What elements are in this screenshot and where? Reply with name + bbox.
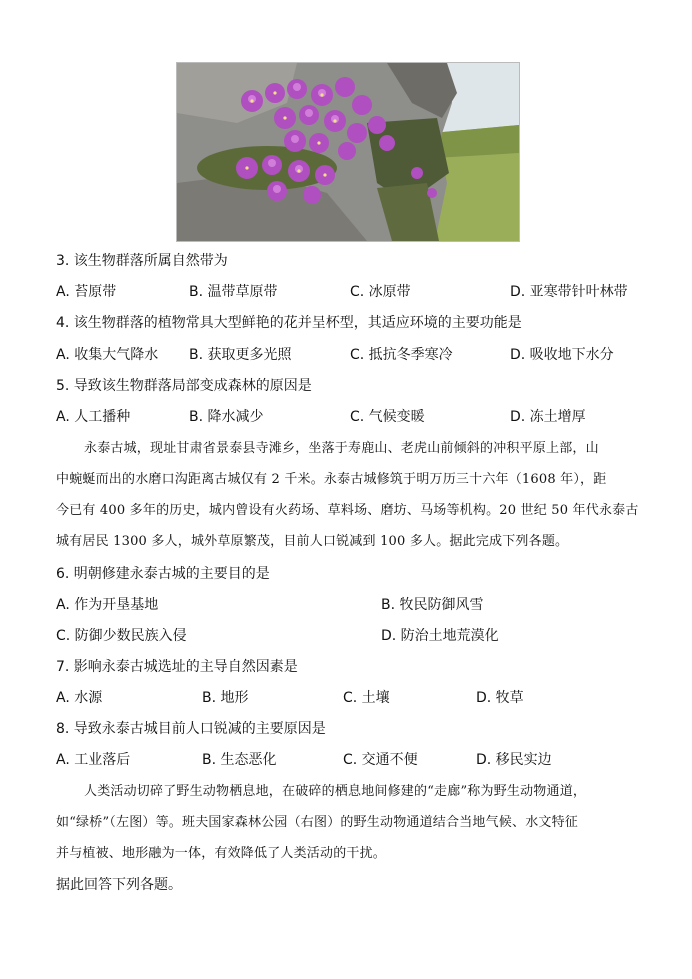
question-7-stem: 7. 影响永泰古城选址的主导自然因素是 — [56, 659, 298, 675]
q7-option-a: A. 水源 — [56, 690, 103, 706]
passage-1-line-3: 今已有 400 多年的历史，城内曾设有火药场、草料场、磨坊、马场等机构。20 世纪 50 年代永泰古 — [56, 503, 639, 518]
passage-2-line-3: 并与植被、地形融为一体，有效降低了人类活动的干扰。 — [56, 846, 387, 861]
q4-option-a: A. 收集大气降水 — [56, 347, 159, 363]
question-4-stem: 4. 该生物群落的植物常具大型鲜艳的花并呈杯型，其适应环境的主要功能是 — [56, 315, 522, 331]
q8-option-b: B. 生态恶化 — [202, 752, 277, 768]
q8-option-d: D. 移民实边 — [476, 752, 552, 768]
question-5-stem: 5. 导致该生物群落局部变成森林的原因是 — [56, 378, 312, 394]
q3-option-d: D. 亚寒带针叶林带 — [510, 284, 628, 300]
q5-option-a: A. 人工播种 — [56, 409, 131, 425]
passage-1-line-4: 城有居民 1300 多人，城外草原繁茂，目前人口锐减到 100 多人。据此完成下列各题。 — [56, 534, 569, 549]
q5-option-b: B. 降水减少 — [189, 409, 264, 425]
q4-option-d: D. 吸收地下水分 — [510, 347, 614, 363]
q5-option-c: C. 气候变暖 — [350, 409, 425, 425]
passage-1-line-1: 永泰古城，现址甘肃省景泰县寺滩乡，坐落于寿鹿山、老虎山前倾斜的冲积平原上部，山 — [84, 441, 599, 456]
q7-option-b: B. 地形 — [202, 690, 249, 706]
q6-option-c: C. 防御少数民族入侵 — [56, 628, 187, 644]
q4-option-b: B. 获取更多光照 — [189, 347, 292, 363]
q8-option-c: C. 交通不便 — [343, 752, 418, 768]
tundra-flower-photo — [176, 62, 520, 242]
q3-option-c: C. 冰原带 — [350, 284, 411, 300]
question-6-stem: 6. 明朝修建永泰古城的主要目的是 — [56, 566, 270, 582]
q4-option-c: C. 抵抗冬季寒冷 — [350, 347, 453, 363]
passage-2-line-1: 人类活动切碎了野生动物栖息地，在破碎的栖息地间修建的“走廊”称为野生动物通道， — [84, 784, 587, 799]
passage-2-instruction: 据此回答下列各题。 — [56, 877, 182, 893]
q7-option-c: C. 土壤 — [343, 690, 390, 706]
q3-option-a: A. 苔原带 — [56, 284, 117, 300]
q6-option-d: D. 防治土地荒漠化 — [381, 628, 499, 644]
q6-option-a: A. 作为开垦基地 — [56, 597, 159, 613]
question-3-stem: 3. 该生物群落所属自然带为 — [56, 253, 228, 269]
q3-option-b: B. 温带草原带 — [189, 284, 278, 300]
passage-2-line-2: 如“绿桥”（左图）等。班夫国家森林公园（右图）的野生动物通道结合当地气候、水文特征 — [56, 815, 578, 830]
question-8-stem: 8. 导致永泰古城目前人口锐减的主要原因是 — [56, 721, 326, 737]
q5-option-d: D. 冻土增厚 — [510, 409, 586, 425]
passage-1-line-2: 中蜿蜒而出的水磨口沟距离古城仅有 2 千米。永泰古城修筑于明万历三十六年（1608 年），距 — [56, 472, 607, 487]
q7-option-d: D. 牧草 — [476, 690, 524, 706]
q8-option-a: A. 工业落后 — [56, 752, 131, 768]
q6-option-b: B. 牧民防御风雪 — [381, 597, 484, 613]
